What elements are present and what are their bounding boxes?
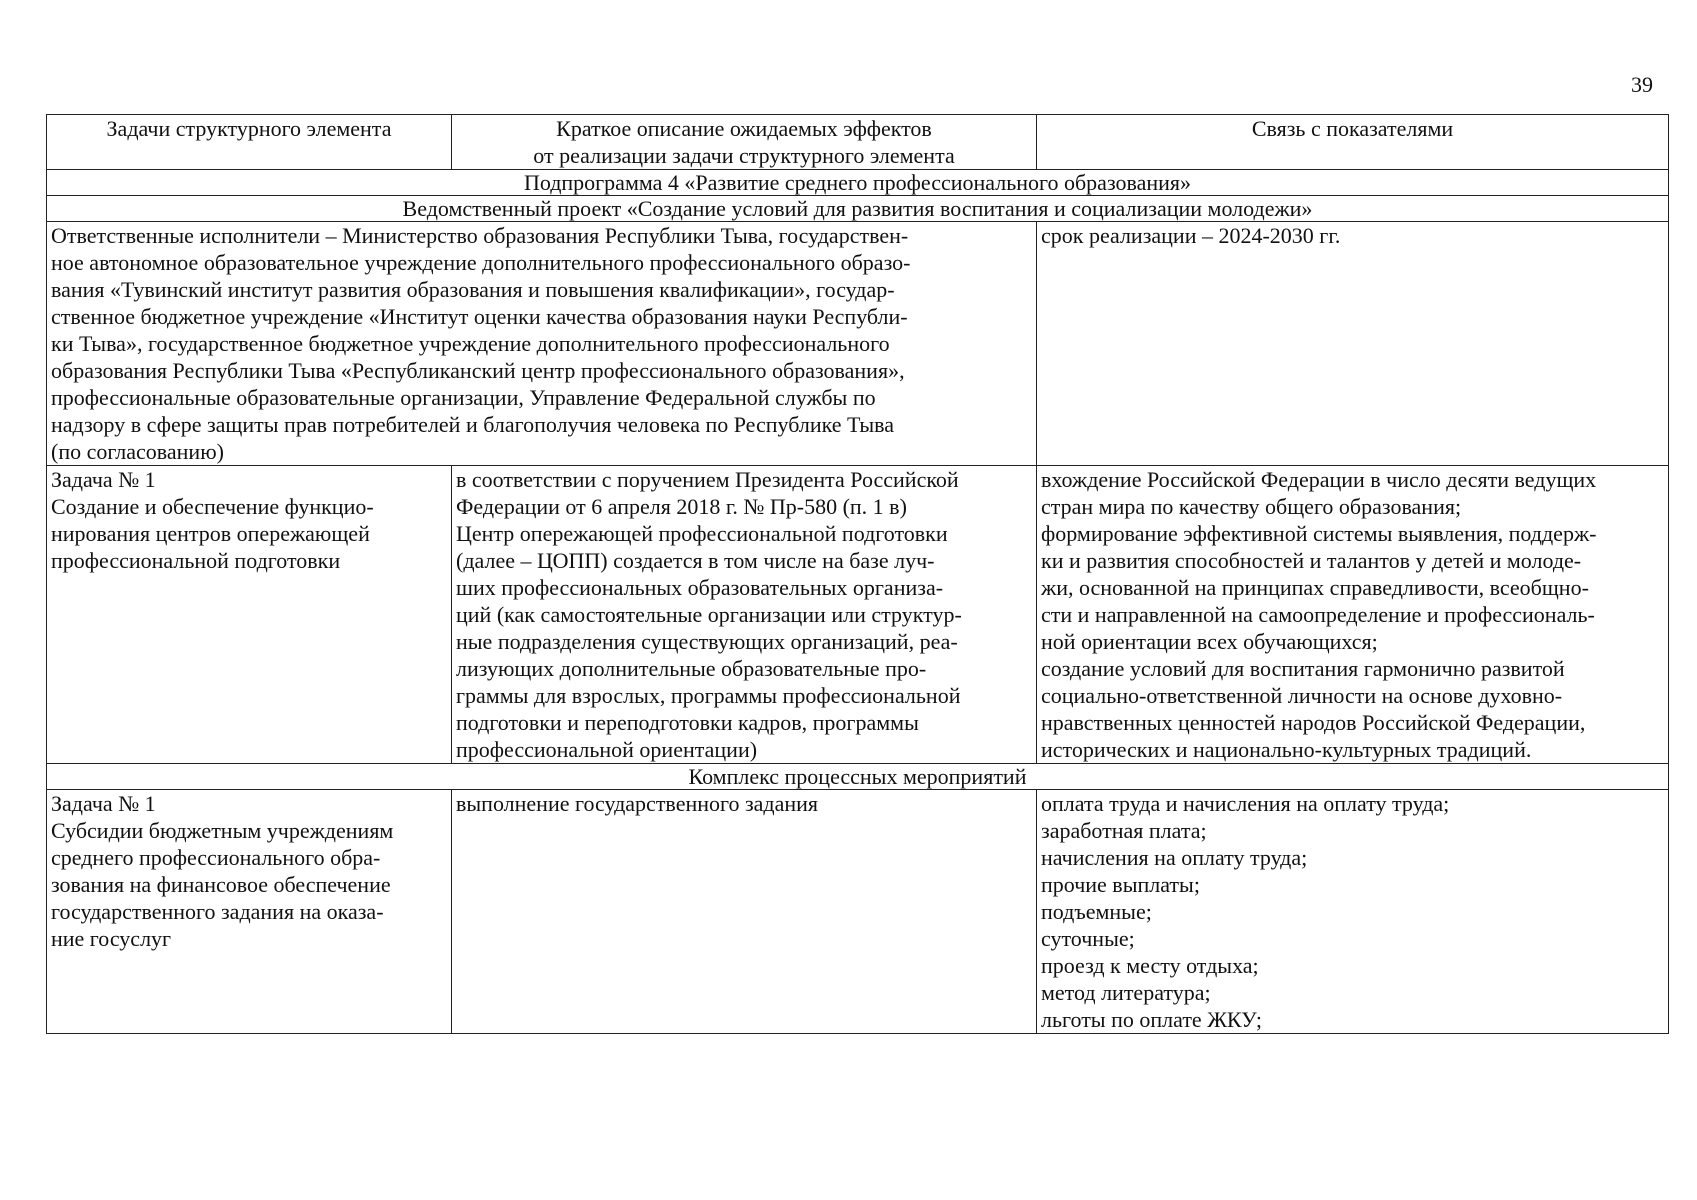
task-indicators: оплата труда и начисления на оплату труда; заработная плата; начисления на оплату труда; прочие выплаты; подъемные; суточные; проезд к месту отдыха; метод литература; льготы по оплате ЖКУ; bbox=[1037, 790, 1669, 1034]
task-description: Задача № 1 Создание и обеспечение функцио- нирования центров опережающей профессиональной подготовки bbox=[47, 466, 452, 764]
task-description: Задача № 1 Субсидии бюджетным учреждениям среднего профессионального обра- зования на финансовое обеспечение государственного задания на оказа- ние госуслуг bbox=[47, 790, 452, 1034]
header-tasks: Задачи структурного элемента bbox=[47, 115, 452, 170]
page-number: 39 bbox=[1631, 72, 1653, 97]
complex-row bbox=[47, 764, 1669, 790]
header-indicators: Связь с показателями bbox=[1037, 115, 1669, 170]
task-effects: в соответствии с поручением Президента Российской Федерации от 6 апреля 2018 г. № Пр-580 (п. 1 в) Центр опережающей профессиональной подготовки (далее – ЦОПП) создается в том числе на базе луч- ших профессиональных образовательных организа- ций (как самостоятельные организации или структур- ные подразделения существующих организаций, реа- лизующих дополнительные образовательные про- граммы для взрослых, программы профессиональной подготовки и переподготовки кадров, программы профессиональной ориентации) bbox=[452, 466, 1037, 764]
task-row bbox=[47, 790, 1669, 1034]
responsible-row bbox=[47, 222, 1669, 466]
subprogram-title: Подпрограмма 4 «Развитие среднего профессионального образования» bbox=[47, 170, 1669, 196]
task-row bbox=[47, 466, 1669, 764]
implementation-term: срок реализации – 2024-2030 гг. bbox=[1037, 222, 1669, 466]
tasks-table bbox=[46, 114, 1669, 1034]
task-effects: выполнение государственного задания bbox=[452, 790, 1037, 1034]
header-row bbox=[47, 115, 1669, 170]
complex-title: Комплекс процессных мероприятий bbox=[47, 764, 1669, 790]
project-row bbox=[47, 196, 1669, 222]
subprogram-row bbox=[47, 170, 1669, 196]
project-title: Ведомственный проект «Создание условий для развития воспитания и социализации молодежи» bbox=[47, 196, 1669, 222]
header-effects: Краткое описание ожидаемых эффектов от реализации задачи структурного элемента bbox=[452, 115, 1037, 170]
responsible-executors: Ответственные исполнители – Министерство образования Республики Тыва, государствен- ное автономное образовательное учреждение дополнительного профессионального образо- вания «Тувинский институт развития образования и повышения квалификации», государ- ственное бюджетное учреждение «Институт оценки качества образования науки Республи- ки Тыва», государственное бюджетное учреждение дополнительного профессионального образования Республики Тыва «Республиканский центр профессионального образования», профессиональные образовательные организации, Управление Федеральной службы по надзору в сфере защиты прав потребителей и благополучия человека по Республике Тыва (по согласованию) bbox=[47, 222, 1037, 466]
task-indicators: вхождение Российской Федерации в число десяти ведущих стран мира по качеству общего образования; формирование эффективной системы выявления, поддерж- ки и развития способностей и талантов у детей и молоде- жи, основанной на принципах справедливости, всеобщно- сти и направленной на самоопределение и профессиональ- ной ориентации всех обучающихся; создание условий для воспитания гармонично развитой социально-ответственной личности на основе духовно- нравственных ценностей народов Российской Федерации, исторических и национально-культурных традиций. bbox=[1037, 466, 1669, 764]
